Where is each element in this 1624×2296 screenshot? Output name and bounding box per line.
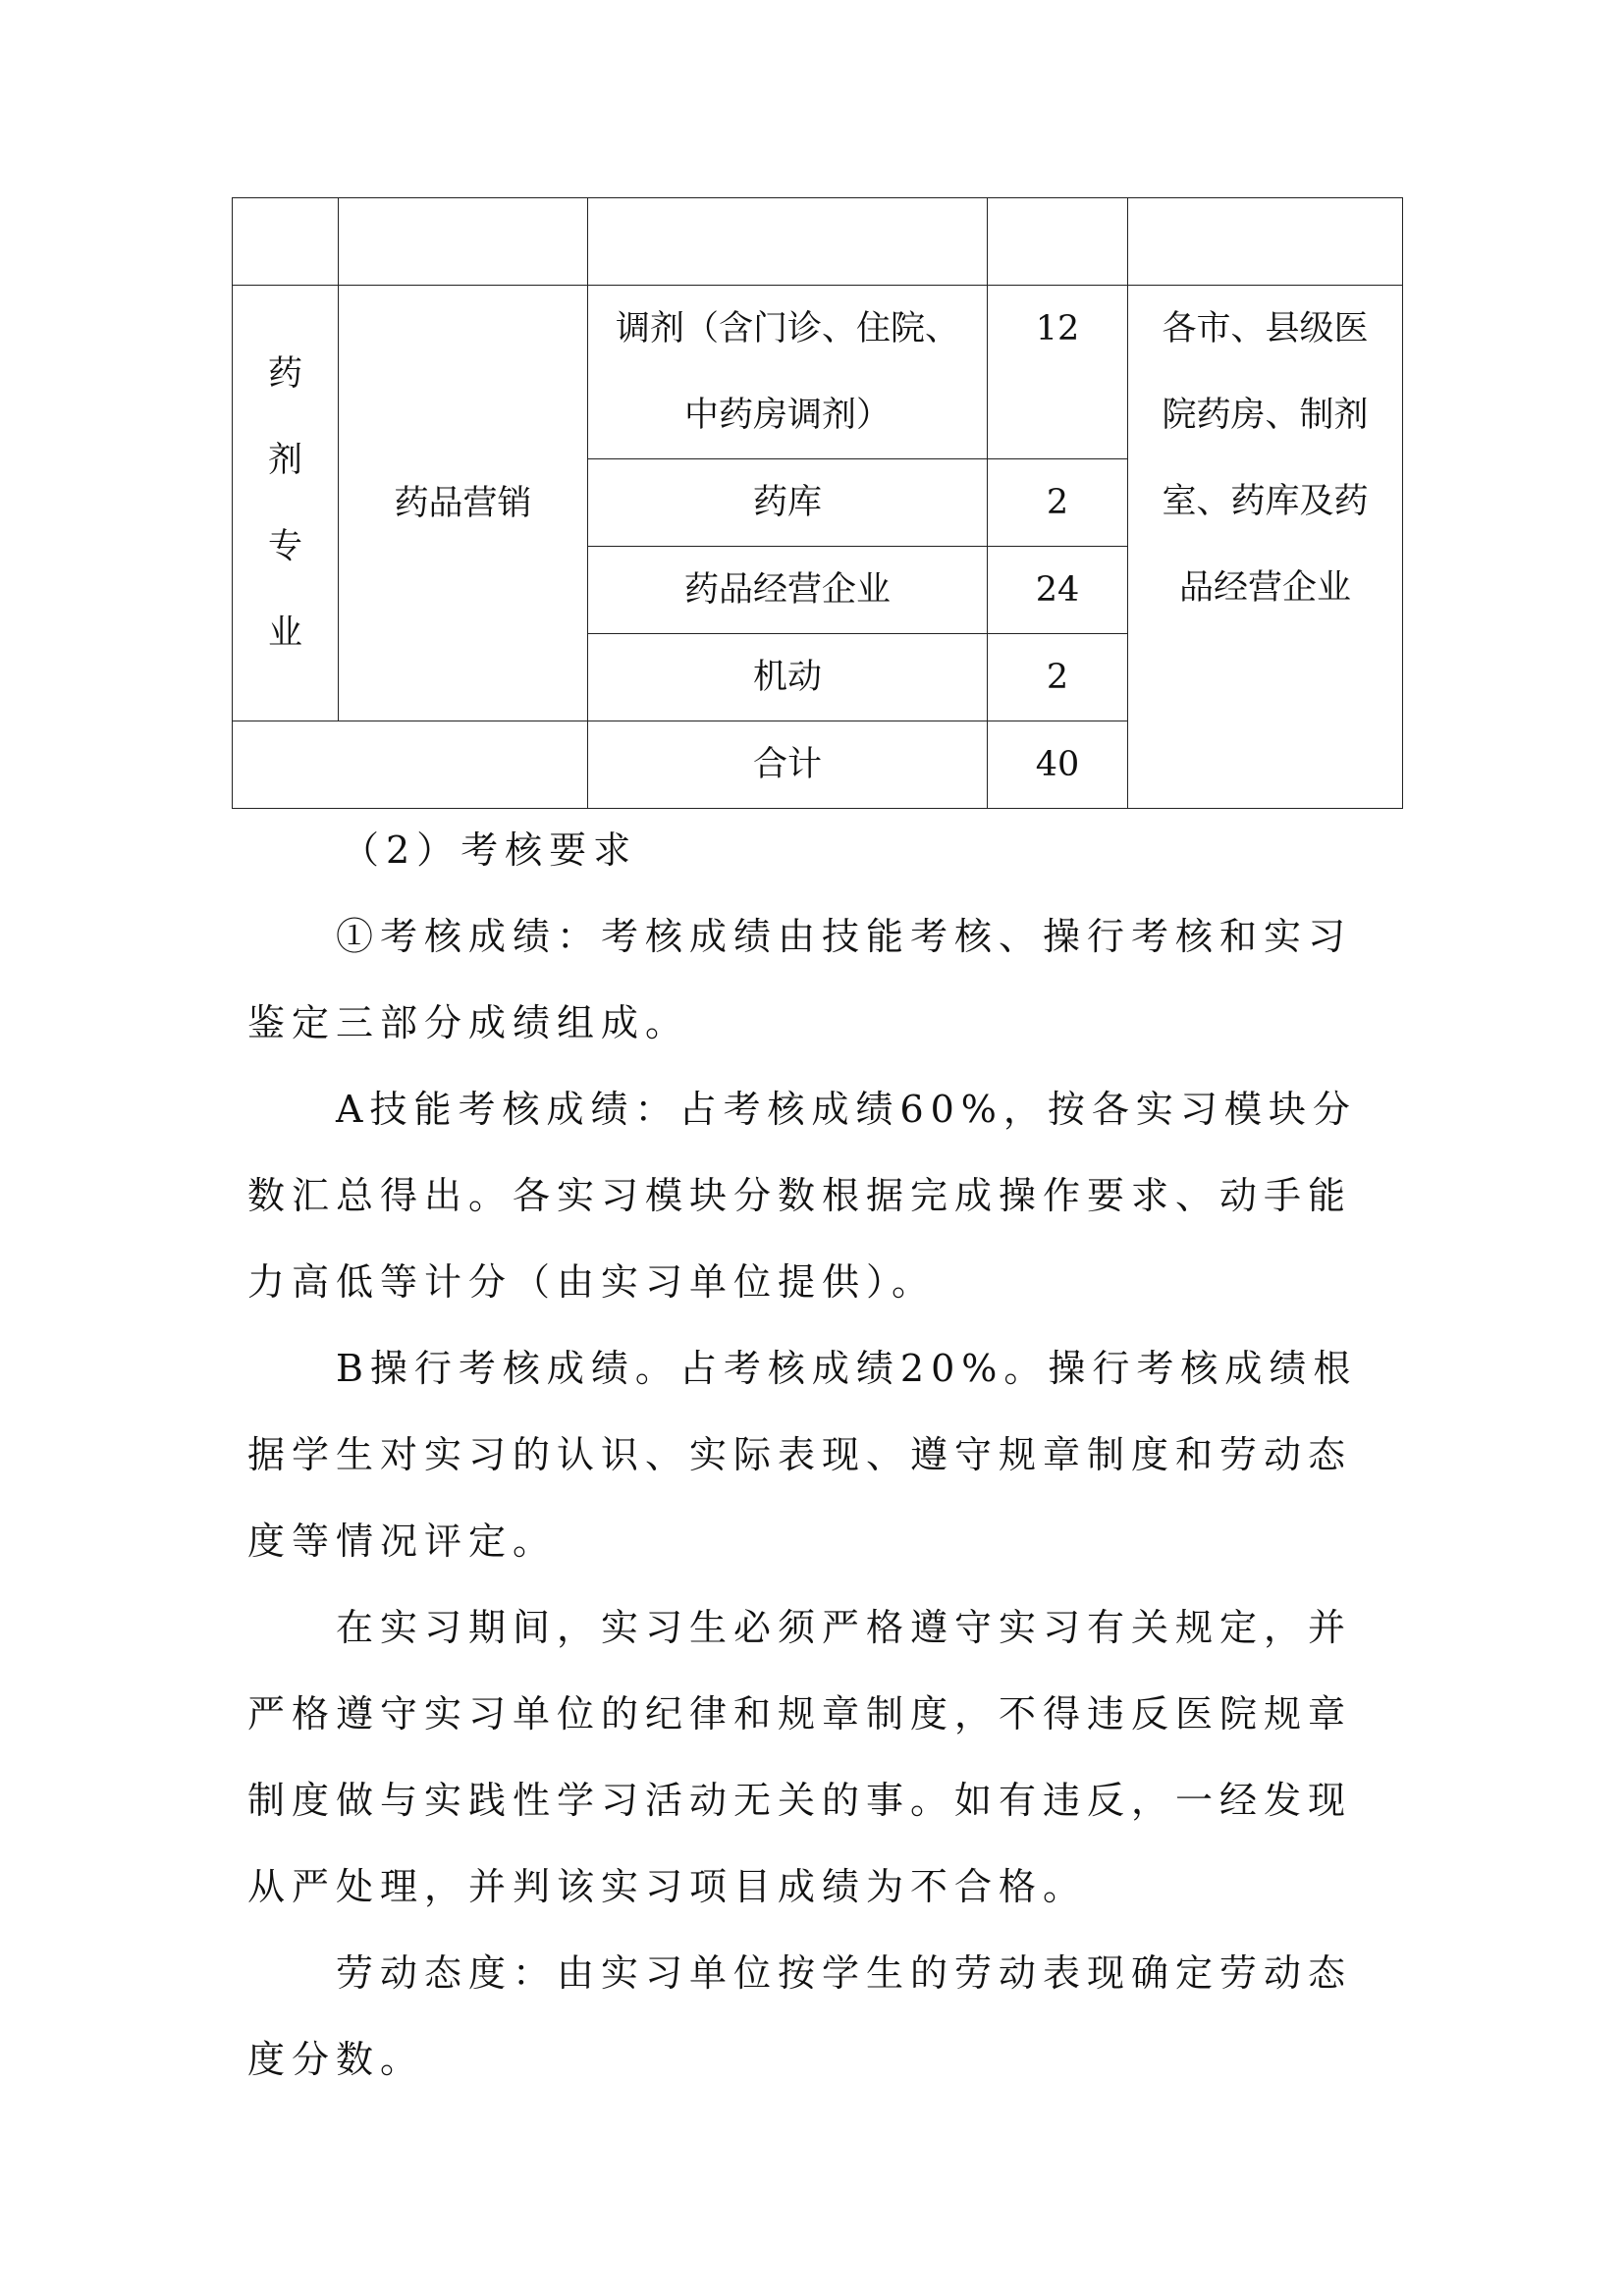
table-row — [233, 286, 1403, 459]
weeks-cell: 2 — [988, 459, 1128, 547]
paragraph: A技能考核成绩：占考核成绩60%，按各实习模块分数汇总得出。各实习模块分数根据完成操作要求、动手能力高低等计分（由实习单位提供）。 — [247, 1088, 1357, 1304]
weeks-cell: 24 — [988, 547, 1128, 634]
section-heading: （2）考核要求 — [342, 828, 638, 872]
dept-cell: 机动 — [588, 634, 988, 721]
location-cell: 各市、县级医 院药房、制剂 室、药库及药 品经营企业 — [1128, 286, 1403, 809]
paragraph: ①考核成绩：考核成绩由技能考核、操行考核和实习鉴定三部分成绩组成。 — [247, 915, 1353, 1044]
dept-cell: 药库 — [588, 459, 988, 547]
table-cell — [339, 198, 588, 286]
dept-cell: 调剂（含门诊、住院、 中药房调剂） — [588, 286, 988, 459]
internship-schedule-table — [232, 197, 1403, 809]
paragraph: B操行考核成绩。占考核成绩20%。操行考核成绩根据学生对实习的认识、实际表现、遵守规章制度和劳动态度等情况评定。 — [247, 1347, 1358, 1563]
total-weeks-cell: 40 — [988, 721, 1128, 809]
paragraph: 在实习期间，实习生必须严格遵守实习有关规定，并严格遵守实习单位的纪律和规章制度，不得违反医院规章制度做与实践性学习活动无关的事。如有违反，一经发现从严处理，并判该实习项目成绩为不合格。 — [247, 1606, 1353, 1908]
table-cell — [588, 198, 988, 286]
major-cell: 药 剂 专 业 — [233, 286, 339, 721]
table-row — [233, 198, 1403, 286]
table-cell — [233, 721, 588, 809]
weeks-cell: 12 — [988, 286, 1128, 459]
table-cell — [1128, 198, 1403, 286]
table-cell — [988, 198, 1128, 286]
weeks-cell: 2 — [988, 634, 1128, 721]
assessment-section — [247, 807, 1386, 2103]
course-cell: 药品营销 — [339, 286, 588, 721]
total-label-cell: 合计 — [588, 721, 988, 809]
table-cell — [233, 198, 339, 286]
paragraph: 劳动态度：由实习单位按学生的劳动表现确定劳动态度分数。 — [247, 1951, 1353, 2081]
dept-cell: 药品经营企业 — [588, 547, 988, 634]
